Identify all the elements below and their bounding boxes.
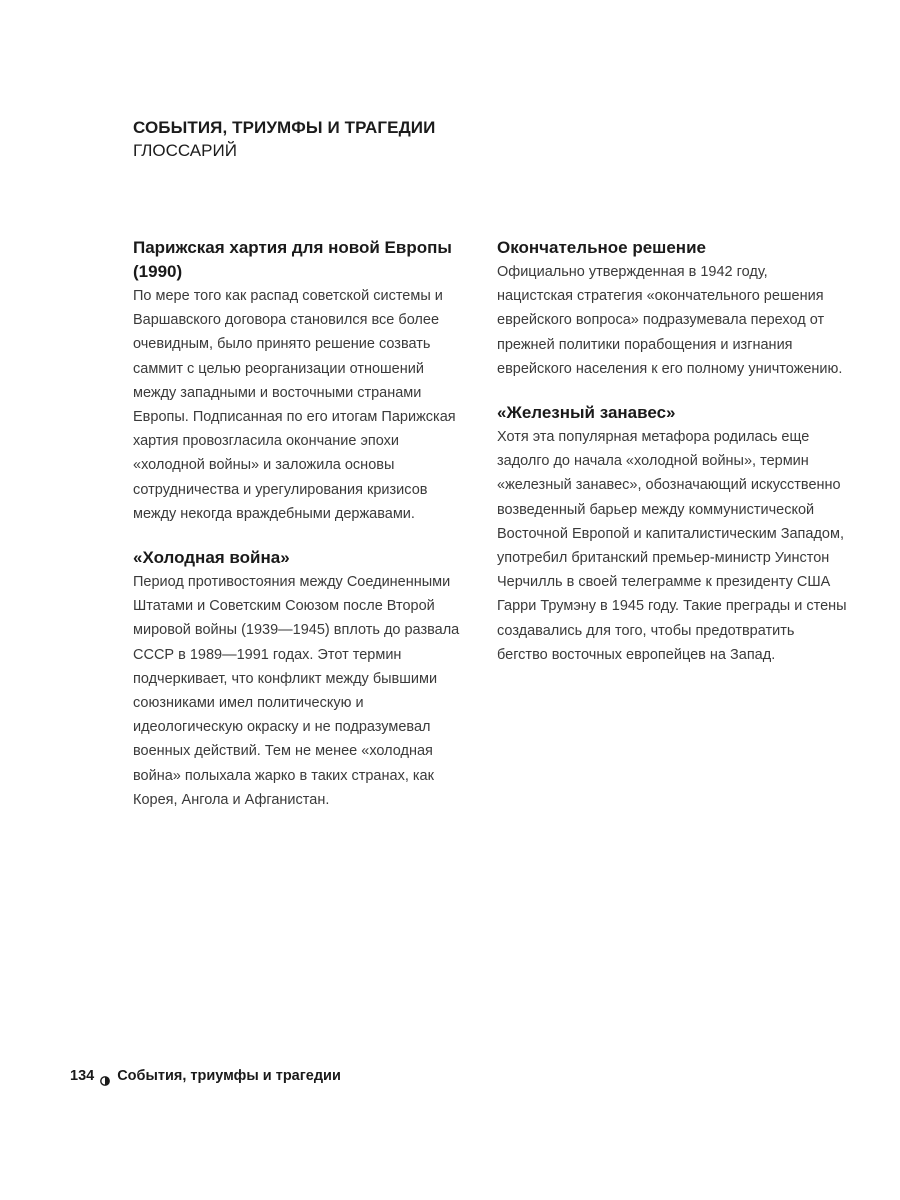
page-header	[133, 116, 733, 162]
glossary-term: «Холодная война»	[133, 548, 290, 568]
glossary-definition: Период противостояния между Соединенными Штатами и Советским Союзом после Второй мировой войны (1939—1945) вплоть до развала СССР в 1989—1991 годах. Этот термин подчеркивает, что конфликт между бывшими союзниками имел политическую и идеологическую окраску и не подразумевал военных действий. Тем не менее «холодная война» полыхала жарко в таких странах, как Корея, Ангола и Афганистан.	[133, 574, 460, 808]
glossary-entry-final-solution	[497, 236, 847, 381]
left-column	[133, 236, 468, 832]
footer-section-title: События, триумфы и трагедии	[117, 1068, 341, 1084]
glossary-subtitle: ГЛОССАРИЙ	[133, 141, 237, 160]
right-column	[497, 236, 847, 687]
glossary-definition: Хотя эта популярная метафора родилась еще задолго до начала «холодной войны», термин «железный занавес», обозначающий искусственно возведенный барьер между коммунистической Восточной Европой и капиталистическим Западом, употребил британский премьер-министр Уинстон Черчилль в своей телеграмме к президенту США Гарри Трумэну в 1945 году. Такие преграды и стены создавались для того, чтобы предотвратить бегство восточных европейцев на Запад.	[497, 429, 847, 663]
glossary-entry-paris-charter	[133, 236, 468, 526]
glossary-entry-cold-war	[133, 546, 468, 812]
glossary-definition: По мере того как распад советской системы и Варшавского договора становился все более очевидным, было принято решение созвать саммит с целью реорганизации отношений между западными и восточными странами Европы. Подписанная по его итогам Парижская хартия провозгласила окончание эпохи «холодной войны» и заложила основы сотрудничества и урегулирования кризисов между некогда враждебными державами.	[133, 288, 456, 522]
half-circle-icon	[100, 1071, 110, 1081]
glossary-definition: Официально утвержденная в 1942 году, нацистская стратегия «окончательного решения еврейского вопроса» подразумевала переход от прежней политики порабощения и изгнания еврейского населения к его полному уничтожению.	[497, 264, 843, 377]
page-number: 134	[70, 1068, 95, 1084]
glossary-term: «Железный занавес»	[497, 403, 676, 423]
glossary-term: Парижская хартия для новой Европы (1990)	[133, 238, 452, 281]
section-title: СОБЫТИЯ, ТРИУМФЫ И ТРАГЕДИИ	[133, 118, 436, 137]
page-footer	[70, 1065, 341, 1087]
glossary-entry-iron-curtain	[497, 401, 847, 667]
glossary-term: Окончательное решение	[497, 238, 706, 257]
